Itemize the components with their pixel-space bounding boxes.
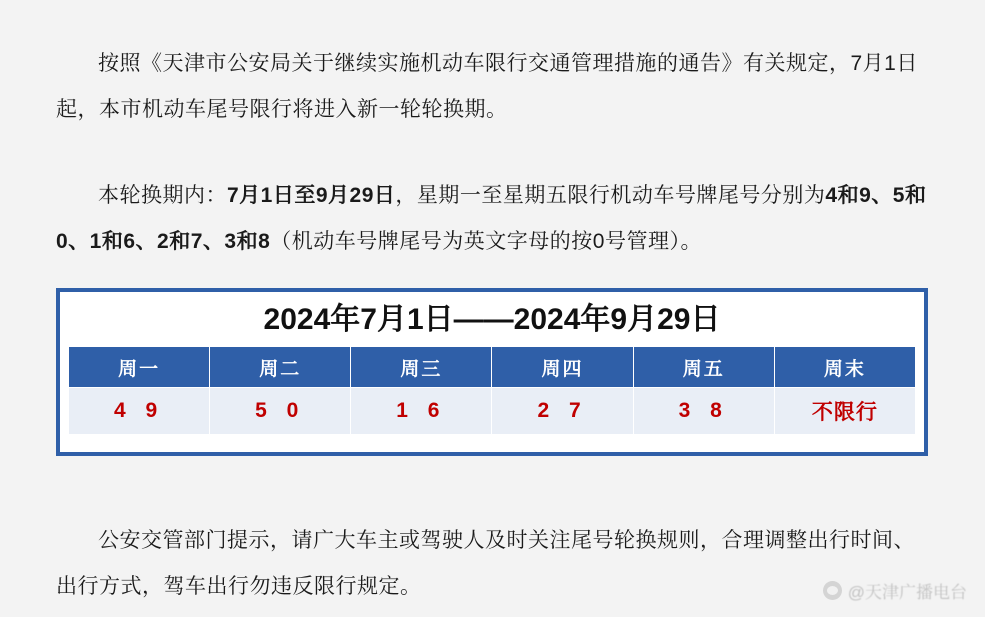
watermark-label: @天津广播电台 bbox=[847, 583, 967, 602]
paragraph-2-date-range: 7月1日至9月29日 bbox=[227, 184, 396, 207]
table-header-wednesday: 周三 bbox=[351, 347, 492, 388]
table-cell-thursday: 2 7 bbox=[492, 388, 633, 435]
watermark bbox=[823, 578, 967, 603]
table-cell-wednesday: 1 6 bbox=[351, 388, 492, 435]
table-cell-weekend: 不限行 bbox=[774, 388, 915, 435]
table-header-monday: 周一 bbox=[69, 347, 210, 388]
paragraph-2-prefix: 本轮换期内： bbox=[98, 184, 227, 207]
restriction-schedule-card bbox=[56, 288, 928, 456]
paragraph-2-suffix: （机动车号牌尾号为英文字母的按0号管理）。 bbox=[270, 230, 702, 253]
paragraph-2-plate-numbers: 4和9、5和0、1和6、2和7、3和8 bbox=[56, 184, 927, 253]
table-header-thursday: 周四 bbox=[492, 347, 633, 388]
weibo-icon bbox=[823, 581, 842, 600]
table-cell-monday: 4 9 bbox=[69, 388, 210, 435]
table-row bbox=[69, 388, 916, 435]
paragraph-2-middle: ，星期一至星期五限行机动车号牌尾号分别为 bbox=[395, 184, 826, 207]
table-header-tuesday: 周二 bbox=[210, 347, 351, 388]
table-header-row bbox=[69, 347, 916, 388]
paragraph-notice-intro: 按照《天津市公安局关于继续实施机动车限行交通管理措施的通告》有关规定，7月1日起，本市机动车尾号限行将进入新一轮轮换期。 bbox=[56, 52, 918, 121]
paragraph-safety-reminder: 公安交管部门提示，请广大车主或驾驶人及时关注尾号轮换规则，合理调整出行时间、出行方式，驾车出行勿违反限行规定。 bbox=[56, 529, 915, 598]
paragraph-rotation-details bbox=[56, 173, 946, 265]
table-cell-tuesday: 5 0 bbox=[210, 388, 351, 435]
table-header-friday: 周五 bbox=[633, 347, 774, 388]
schedule-title: 2024年7月1日——2024年9月29日 bbox=[263, 303, 721, 336]
table-header-weekend: 周末 bbox=[774, 347, 915, 388]
table-cell-friday: 3 8 bbox=[633, 388, 774, 435]
schedule-table bbox=[68, 346, 916, 435]
